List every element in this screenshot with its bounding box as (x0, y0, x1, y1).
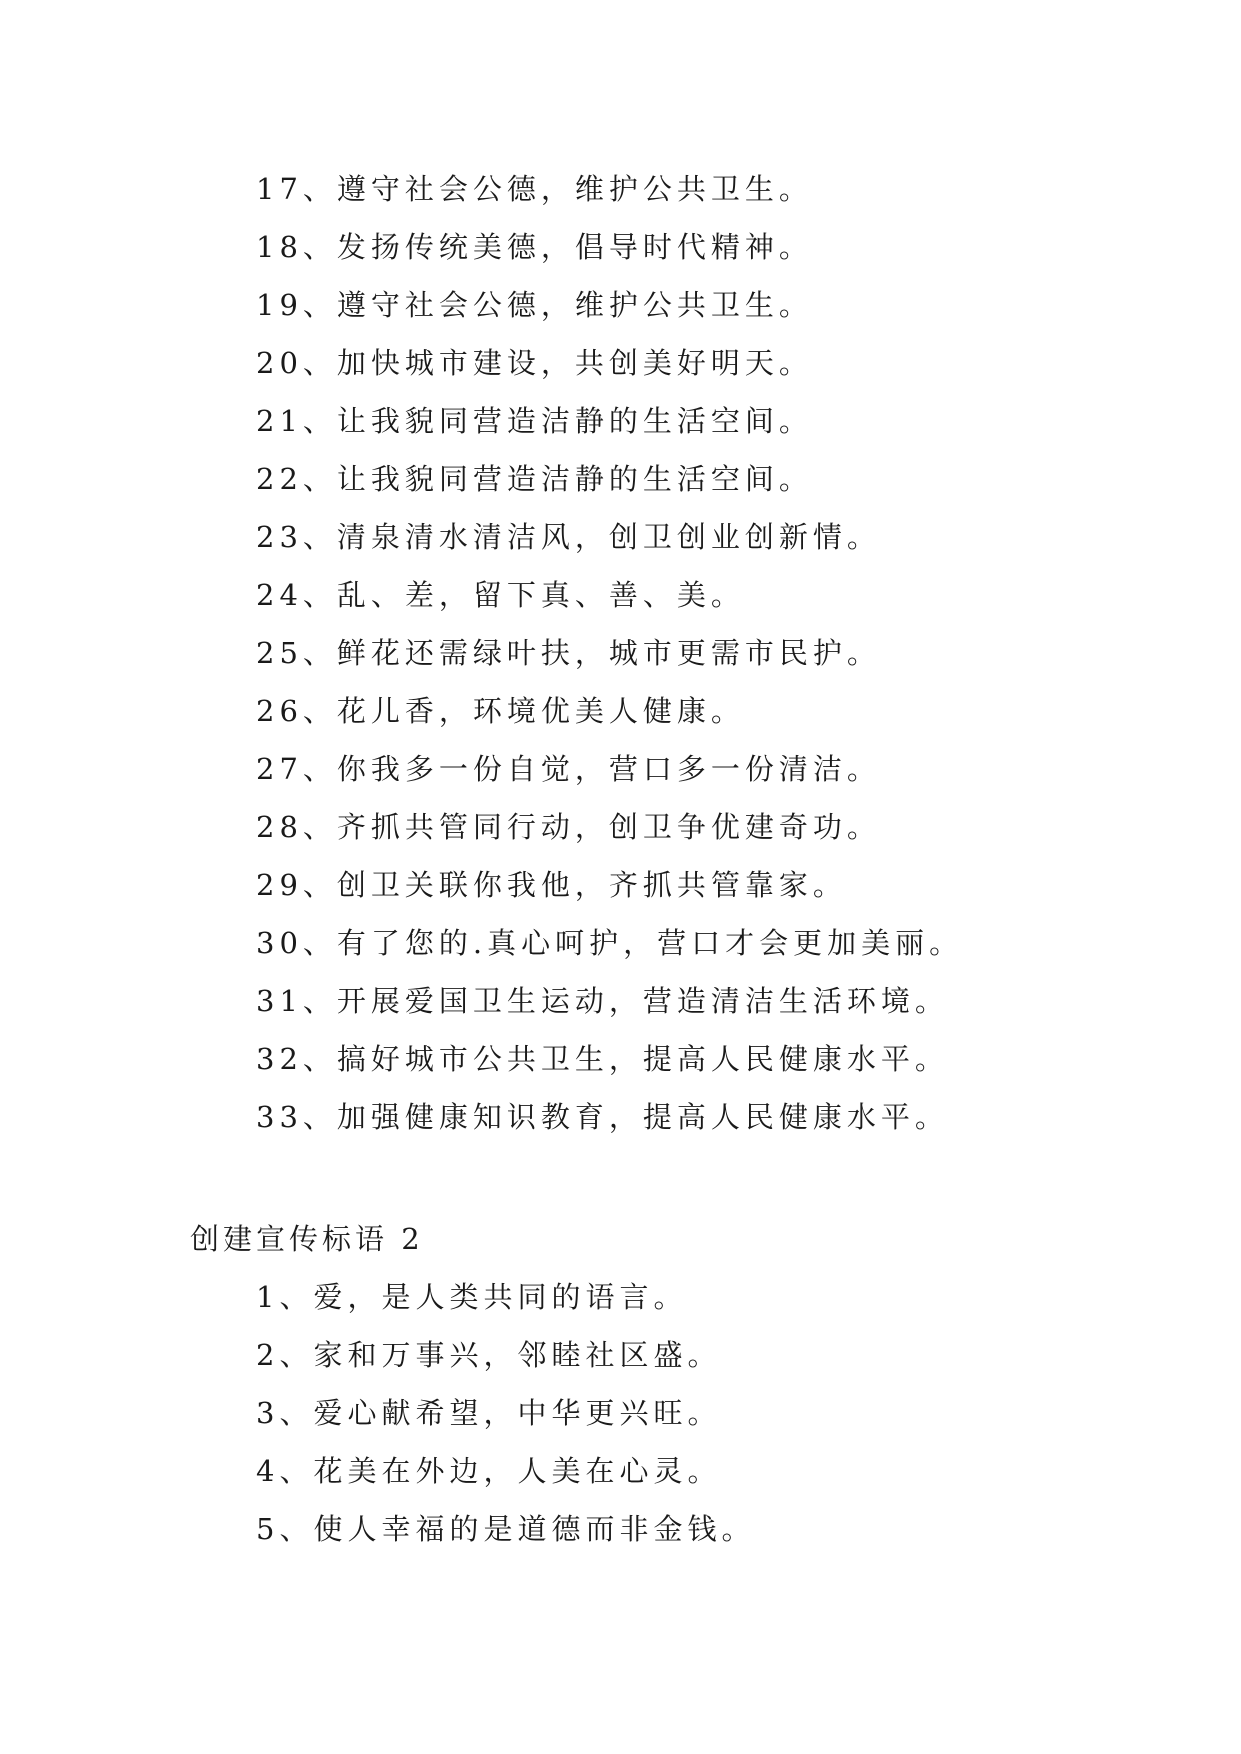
list-item: 18、发扬传统美德，倡导时代精神。 (256, 230, 813, 264)
list-item: 32、搞好城市公共卫生，提高人民健康水平。 (256, 1042, 949, 1076)
section-heading: 创建宣传标语 2 (190, 1222, 424, 1256)
list-item: 1、爱，是人类共同的语言。 (256, 1280, 688, 1314)
list-item: 5、使人幸福的是道德而非金钱。 (256, 1512, 756, 1546)
list-item: 19、遵守社会公德，维护公共卫生。 (256, 288, 813, 322)
list-item: 21、让我貌同营造洁静的生活空间。 (256, 404, 813, 438)
list-item: 29、创卫关联你我他，齐抓共管靠家。 (256, 868, 847, 902)
list-item: 23、清泉清水清洁风，创卫创业创新情。 (256, 520, 881, 554)
list-item: 22、让我貌同营造洁静的生活空间。 (256, 462, 813, 496)
list-item: 28、齐抓共管同行动，创卫争优建奇功。 (256, 810, 881, 844)
list-item: 17、遵守社会公德，维护公共卫生。 (256, 172, 813, 206)
list-item: 24、乱、差，留下真、善、美。 (256, 578, 745, 612)
list-item: 25、鲜花还需绿叶扶，城市更需市民护。 (256, 636, 881, 670)
list-item: 2、家和万事兴，邻睦社区盛。 (256, 1338, 722, 1372)
list-item: 33、加强健康知识教育，提高人民健康水平。 (256, 1100, 949, 1134)
list-item: 26、花儿香，环境优美人健康。 (256, 694, 745, 728)
slogan-list-2 (256, 1268, 755, 1558)
list-item: 31、开展爱国卫生运动，营造清洁生活环境。 (256, 984, 949, 1018)
list-item: 20、加快城市建设，共创美好明天。 (256, 346, 813, 380)
list-item: 27、你我多一份自觉，营口多一份清洁。 (256, 752, 881, 786)
list-item: 4、花美在外边，人美在心灵。 (256, 1454, 722, 1488)
list-item: 30、有了您的.真心呵护，营口才会更加美丽。 (256, 926, 964, 960)
slogan-list-1 (256, 160, 963, 1146)
list-item: 3、爱心献希望，中华更兴旺。 (256, 1396, 722, 1430)
